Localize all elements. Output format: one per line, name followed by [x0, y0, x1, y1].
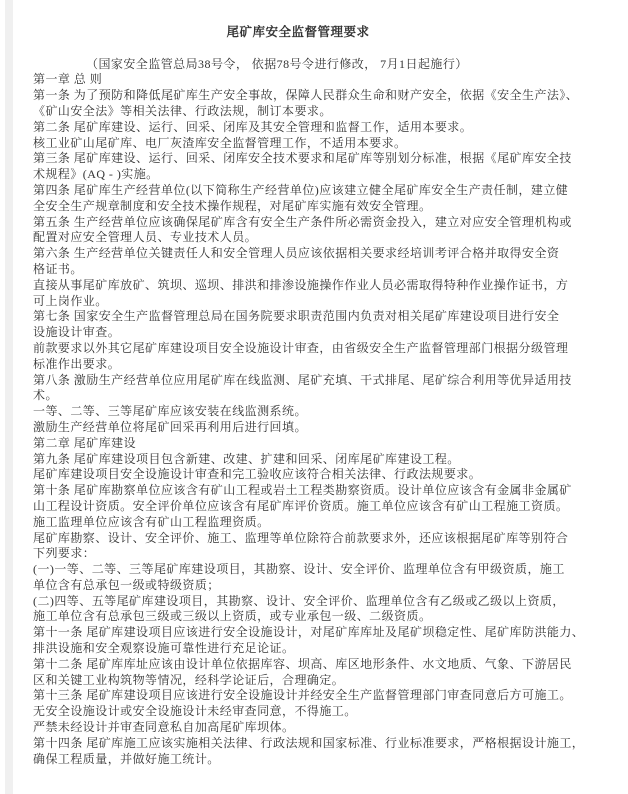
scan-edge-band: [5, 0, 13, 794]
document-line: 山工程设计资质。安全评价单位应该含有尾矿库评价资质。施工单位应该含有矿山工程施工资质。: [33, 498, 569, 513]
document-line: 可上岗作业。: [33, 293, 108, 308]
document-line: 《矿山安全法》等相关法律、行政法规，制订本要求。: [33, 103, 332, 118]
document-line: 施工监理单位应该含有矿山工程监理资质。: [33, 514, 270, 529]
document-line: 前款要求以外其它尾矿库建设项目安全设施设计审查，由省级安全生产监督管理部门根据分级管理: [33, 340, 569, 355]
document-line: 第十条 尾矿库勘察单位应该含有矿山工程或岩土工程类勘察资质。设计单位应该含有金属非金属矿: [33, 483, 572, 498]
document-line: 单位含有总承包一级或特级资质；: [33, 577, 220, 592]
document-line: 术。: [33, 388, 58, 403]
document-line: 第七条 国家安全生产监督管理总局在国务院要求职责范围内负责对相关尾矿库建设项目进行安全: [33, 309, 560, 324]
document-line: 第九条 尾矿库建设项目包含新建、改建、扩建和回采、闭库尾矿库建设工程。: [33, 451, 460, 466]
document-line: 第六条 生产经营单位关键责任人和安全管理人员应该依据相关要求经培训考评合格并取得安全资: [33, 246, 560, 261]
document-line: 确保工程质量，并做好施工统计。: [33, 751, 220, 766]
document-line: 配置对应安全管理人员、专业技术人员。: [33, 230, 258, 245]
document-line: 第十四条 尾矿库施工应该实施相关法律、行政法规和国家标准、行业标准要求，严格根据设计施工，: [33, 735, 585, 750]
document-line: 尾矿库建设项目安全设施设计审查和完工验收应该符合相关法律、行政法规要求。: [33, 467, 482, 482]
document-line: 施工单位含有总承包三级或三级以上资质，或专业承包一级、二级资质。: [33, 609, 432, 624]
document-line: 激励生产经营单位将尾矿回采再利用后进行回填。: [33, 419, 307, 434]
document-line: 第三条 尾矿库建设、运行、回采、闭库安全技术要求和尾矿库等别划分标准，根据《尾矿库安全技: [33, 151, 572, 166]
document-line: 术规程》(AQ - )实施。: [33, 167, 159, 182]
document-line: 格证书。: [33, 261, 83, 276]
document-line: 第八条 激励生产经营单位应用尾矿库在线监测、尾矿充填、干式排尾、尾矿综合利用等优异适用技: [33, 372, 572, 387]
document-line: 第十三条 尾矿库建设项目应该进行安全设施设计并经安全生产监督管理部门审查同意后方可施工。: [33, 688, 572, 703]
document-line: 标准作出要求。: [33, 356, 121, 371]
chapter-heading: 第一章 总 则: [33, 72, 103, 87]
document-subtitle: （国家安全监管总局38号令， 依据78号令进行修改， 7月1日起施行）: [86, 56, 468, 71]
document-line: 严禁未经设计并审查同意私自加高尾矿库坝体。: [33, 720, 295, 735]
document-line: (一)一等、二等、三等尾矿库建设项目，其勘察、设计、安全评价、监理单位含有甲级资质，施工: [33, 562, 565, 577]
document-line: 排洪设施和安全观察设施可靠性进行充足论证。: [33, 641, 295, 656]
document-line: 第五条 生产经营单位应该确保尾矿库含有安全生产条件所必需资金投入，建立对应安全管理机构或: [33, 214, 572, 229]
document-content: [33, 25, 595, 767]
document-line: 尾矿库勘察、设计、安全评价、施工、监理等单位除符合前款要求外，还应该根据尾矿库等别符合: [33, 530, 569, 545]
document-line: (二)四等、五等尾矿库建设项目，其勘察、设计、安全评价、监理单位含有乙级或乙级以上资质，: [33, 593, 565, 608]
document-line: 核工业矿山尾矿库、电厂灰渣库安全监督管理工作，不适用本要求。: [33, 135, 407, 150]
document-line: 第二条 尾矿库建设、运行、回采、闭库及其安全管理和监督工作，适用本要求。: [33, 119, 473, 134]
document-line: 下列要求：: [33, 546, 96, 561]
document-line: 区和关键工业构筑物等情况，经科学论证后，合理确定。: [33, 672, 345, 687]
document-line: 第十二条 尾矿库库址应该由设计单位依据库容、坝高、库区地形条件、水文地质、气象、下游居民: [33, 656, 572, 671]
document-line: 第四条 尾矿库生产经营单位(以下简称生产经营单位)应该建立健全尾矿库安全生产责任制，建立健: [33, 182, 569, 197]
document-line: 全安全生产规章制度和安全技术操作规程，对尾矿库实施有效安全管理。: [33, 198, 432, 213]
document-line: 一等、二等、三等尾矿库应该安装在线监测系统。: [33, 404, 307, 419]
document-line: 无安全设施设计或安全设施设计未经审查同意，不得施工。: [33, 704, 357, 719]
document-body: [33, 72, 595, 767]
document-line: 第一条 为了预防和降低尾矿库生产安全事故，保障人民群众生命和财产安全，依据《安全生产法》、: [33, 88, 579, 103]
document-title: 尾矿库安全监督管理要求: [226, 25, 370, 39]
document-line: 直接从事尾矿库放矿、筑坝、巡坝、排洪和排渗设施操作作业人员必需取得特种作业操作证书，方: [33, 277, 569, 292]
chapter-heading: 第二章 尾矿库建设: [33, 435, 137, 450]
document-line: 第十一条 尾矿库建设项目应该进行安全设施设计，对尾矿库库址及尾矿坝稳定性、尾矿库防洪能力、: [33, 625, 585, 640]
document-line: 设施设计审查。: [33, 325, 121, 340]
